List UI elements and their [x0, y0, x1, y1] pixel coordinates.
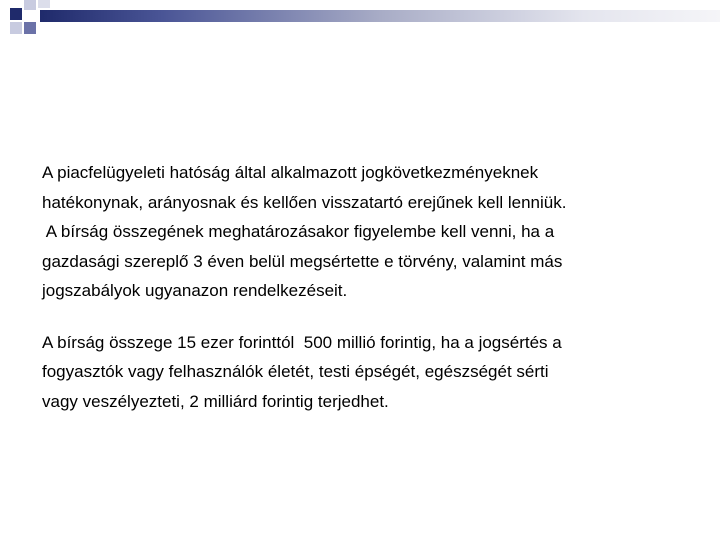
body-text-line: fogyasztók vagy felhasználók életét, testi épségét, egészségét sérti [42, 362, 549, 381]
body-text-line: A bírság összege 15 ezer forinttól 500 millió forintig, ha a jogsértés a [42, 332, 562, 352]
body-text-line: gazdasági szereplő 3 éven belül megsértette e törvény, valamint más [42, 251, 563, 271]
paragraph-1 [42, 158, 682, 306]
body-text-line: A bírság összegének meghatározásakor figyelembe kell venni, ha a [42, 222, 555, 241]
lavender-square [10, 22, 22, 34]
body-text-line: A piacfelügyeleti hatóság által alkalmazott jogkövetkezményeknek [42, 163, 539, 182]
body-text-line: vagy veszélyezteti, 2 milliárd forintig terjedhet. [42, 391, 389, 411]
blue-square [24, 22, 36, 34]
body-text-line: hatékonynak, arányosnak és kellően visszatartó erejűnek kell lenniük. [42, 192, 567, 212]
navy-square [10, 8, 22, 20]
header-gradient-bar [40, 10, 720, 22]
paragraph-2 [42, 328, 682, 417]
paragraph-spacer [42, 306, 682, 328]
body-text-line: jogszabályok ugyanazon rendelkezéseit. [42, 281, 348, 300]
corner-squares-decoration [0, 0, 60, 50]
lavender-square [24, 0, 36, 10]
slide-body [42, 158, 682, 416]
lavender-square [38, 0, 50, 8]
